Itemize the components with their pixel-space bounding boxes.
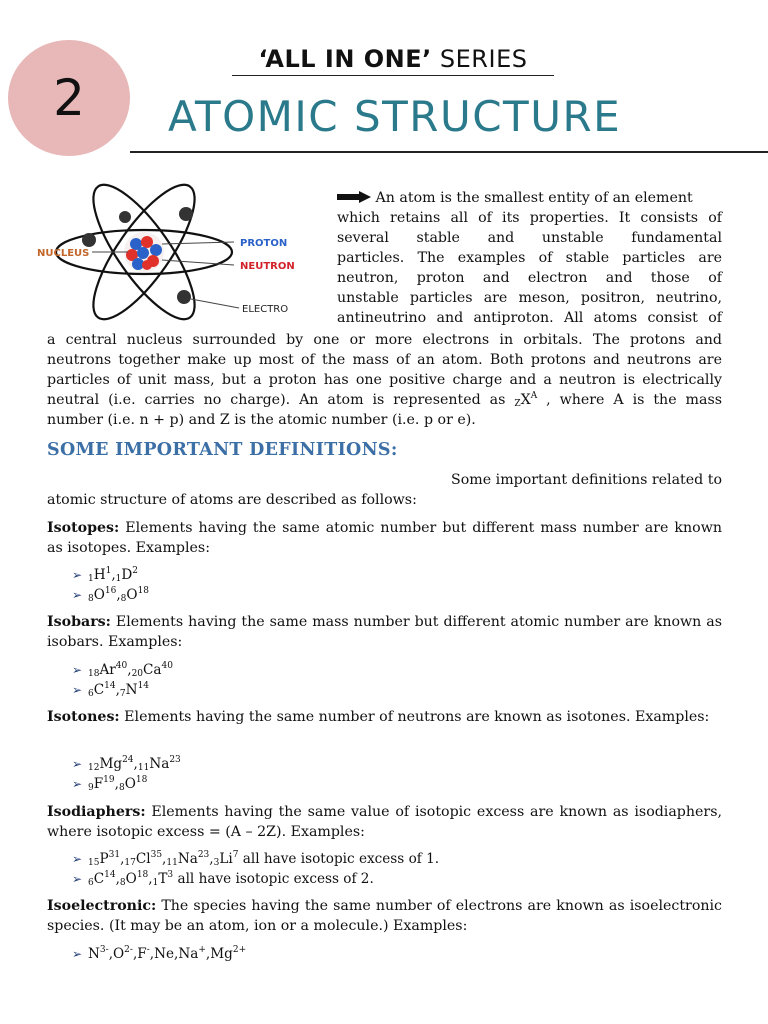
intro-line-7: antineutrino and antiproton. All atoms consist of	[337, 310, 722, 326]
definitions-intro	[47, 470, 722, 510]
electron-label: ELECTRO	[242, 304, 289, 315]
bullet-arrow-icon: ➢	[72, 872, 83, 886]
isotones-definition: Isotones: Elements having the same number of neutrons are known as isotones. Examples:	[47, 709, 710, 725]
isobars-definition: Isobars: Elements having the same mass number but different atomic number are known as isobars. Examples:	[47, 614, 722, 650]
isoelectronic-definition: Isoelectronic: The species having the same number of electrons are known as isoelectronic species. (It may be an atom, ion or a molecule.) Examples:	[47, 898, 722, 934]
electron-2	[179, 207, 193, 221]
isotopes-definition: Isotopes: Elements having the same atomic number but different mass number are known as isotopes. Examples:	[47, 520, 722, 556]
chapter-number-badge: 2	[8, 40, 130, 156]
isodiaphers-example-1: ➢ $_{15}P^{31},_{17}Cl^{35},_{11}Na^{23},_3Li^7$ all have isotopic excess of 1.	[72, 850, 440, 868]
bullet-arrow-icon: ➢	[72, 777, 83, 791]
intro-line-6: unstable particles are meson, positron, neutrino,	[337, 290, 722, 306]
nucleus	[124, 232, 164, 272]
intro-full-line-3: particles of unit mass, but a proton has one positive charge and a neutron is electrically	[47, 372, 722, 388]
electron-4	[177, 290, 191, 304]
definitions-intro-line-1: Some important definitions related to	[451, 472, 722, 488]
right-arrow-icon	[337, 191, 371, 203]
isoelectronic-example-1: ➢ $N^{3-},O^{2-},F^-,Ne,Na^+,Mg^{2+}$	[72, 945, 247, 962]
intro-full-line-1: a central nucleus surrounded by one or more electrons in orbitals. The protons and	[47, 332, 722, 348]
definitions-intro-line-2: atomic structure of atoms are described as follows:	[47, 492, 417, 508]
bullet-arrow-icon: ➢	[72, 757, 83, 771]
intro-paragraph-top	[337, 188, 722, 328]
series-title	[232, 45, 554, 76]
atom-diagram	[34, 172, 314, 324]
electron-1	[82, 233, 96, 247]
title-rule	[130, 151, 768, 153]
bullet-arrow-icon: ➢	[72, 663, 83, 677]
isodiaphers-definition: Isodiaphers: Elements having the same value of isotopic excess are known as isodiaphers, where isotopic excess = (A – 2Z). Examples:	[47, 804, 722, 840]
series-bold: ‘ALL IN ONE’	[258, 45, 432, 73]
isotopes-example-1: ➢ $_1H^1,_1D^2$	[72, 566, 139, 584]
bullet-arrow-icon: ➢	[72, 852, 83, 866]
nucleus-label: NUCLEUS	[37, 248, 90, 259]
page-title: ATOMIC STRUCTURE	[168, 92, 622, 141]
intro-full-line-4: neutral (i.e. carries no charge). An atom is represented as $_ZX^A$ , where A is the mass	[47, 391, 723, 409]
isobars-example-2: ➢ $_6C^{14},_7N^{14}$	[72, 681, 150, 699]
bullet-arrow-icon: ➢	[72, 683, 83, 697]
isotones-example-1: ➢ $_{12}Mg^{24},_{11}Na^{23}$	[72, 755, 181, 773]
intro-line-1: An atom is the smallest entity of an element	[337, 188, 722, 208]
definitions-heading: SOME IMPORTANT DEFINITIONS:	[47, 440, 398, 460]
isotones-example-2: ➢ $_9F^{19},_8O^{18}$	[72, 775, 148, 793]
bullet-arrow-icon: ➢	[72, 947, 83, 961]
intro-line-2: which retains all of its properties. It consists of	[337, 210, 722, 226]
intro-line-3: several stable and unstable fundamental	[337, 230, 722, 246]
intro-line-5: neutron, proton and electron and those of	[337, 270, 722, 286]
series-rest: SERIES	[431, 45, 528, 73]
bullet-arrow-icon: ➢	[72, 588, 83, 602]
isotopes-example-2: ➢ $_8O^{16},_8O^{18}$	[72, 586, 150, 604]
isobars-example-1: ➢ $_{18}Ar^{40},_{20}Ca^{40}$	[72, 661, 173, 679]
proton-label: PROTON	[240, 238, 288, 249]
electron-3	[119, 211, 131, 223]
intro-full-line-5: number (i.e. n + p) and Z is the atomic number (i.e. p or e).	[47, 412, 476, 428]
bullet-arrow-icon: ➢	[72, 568, 83, 582]
isodiaphers-example-2: ➢ $_6C^{14},_8O^{18},_1T^3$ all have isotopic excess of 2.	[72, 870, 374, 888]
neutron-label: NEUTRON	[240, 261, 295, 272]
intro-full-line-2: neutrons together make up most of the mass of an atom. Both protons and neutrons are	[47, 352, 722, 368]
intro-paragraph-bottom	[47, 330, 722, 430]
intro-line-4: particles. The examples of stable particles are	[337, 250, 722, 266]
